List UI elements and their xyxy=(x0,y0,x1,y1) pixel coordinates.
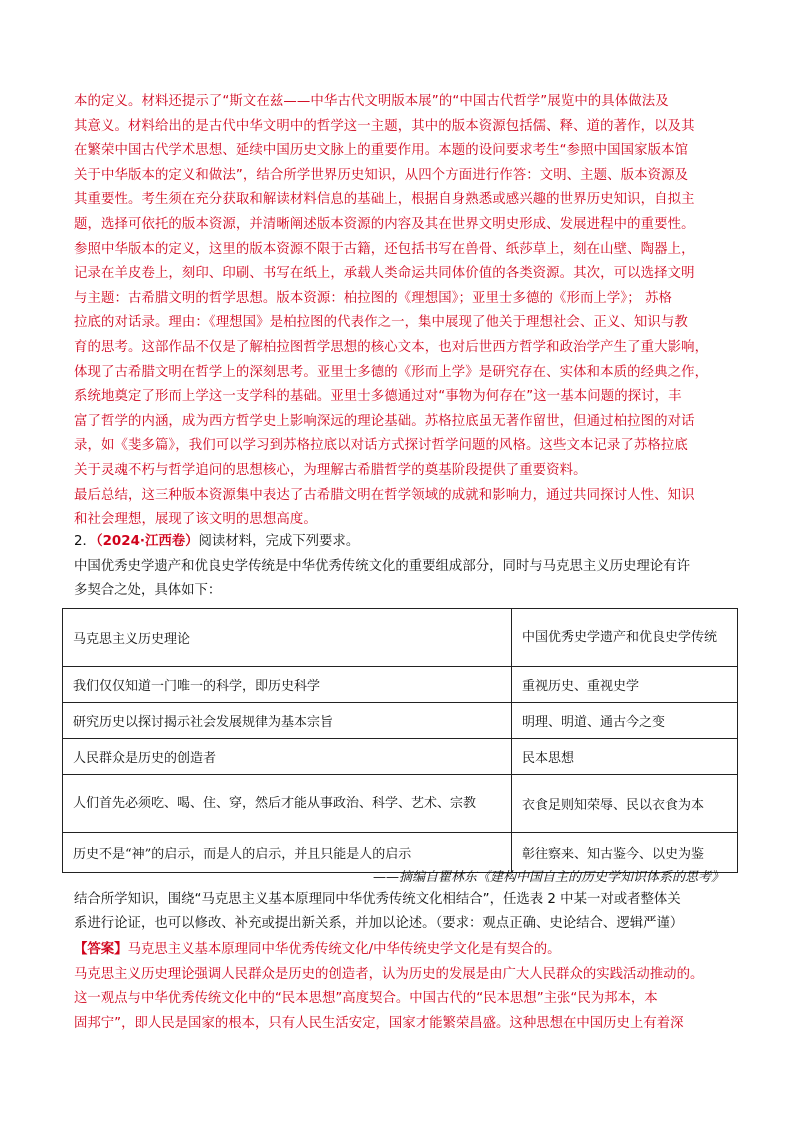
task-line: 结合所学知识，围绕“马克思主义基本原理同中华优秀传统文化相结合”，任选表 2 中某一对或者整体关 xyxy=(74,892,681,907)
table-cell: 民本思想 xyxy=(512,739,738,775)
question-intro xyxy=(74,555,736,603)
table-cell: 人们首先必须吃、喝、住、穿，然后才能从事政治、科学、艺术、宗教 xyxy=(63,775,512,833)
analysis-line: 关于中华版本的定义和做法”，结合所学世界历史知识，从四个方面进行作答：文明、主题、版本资源及 xyxy=(74,167,689,183)
table-cell: 历史不是“神”的启示，而是人的启示，并且只能是人的启示 xyxy=(63,833,512,873)
table-citation: ——摘编自瞿林东《建构中国自主的历史学知识体系的思考》 xyxy=(372,870,724,885)
analysis-line: 关于灵魂不朽与哲学追问的思想核心，为理解古希腊哲学的奠基阶段提供了重要资料。 xyxy=(74,462,587,478)
question-heading xyxy=(74,532,359,552)
question-number: 2． xyxy=(74,534,96,549)
table-cell: 重视历史、重视史学 xyxy=(512,667,738,703)
header-cell: 中国优秀史学遗产和优良史学传统 xyxy=(512,609,738,667)
analysis-line: 录，如《斐多篇》，我们可以学习到苏格拉底以对话方式探讨哲学问题的风格。这些文本记录了苏格拉底 xyxy=(74,438,688,454)
table-cell: 衣食足则知荣辱、民以衣食为本 xyxy=(512,775,738,833)
analysis-line: 系统地奠定了形而上学这一支学科的基础。亚里士多德通过对“事物为何存在”这一基本问题的探讨，丰 xyxy=(74,389,682,405)
question-source: （2024·江西卷） xyxy=(95,534,199,549)
answer-thesis: 马克思主义基本原理同中华优秀传统文化/中华传统史学文化是有契合的。 xyxy=(127,942,561,957)
table-cell: 研究历史以探讨揭示社会发展规律为基本宗旨 xyxy=(63,703,512,739)
analysis-line: 和社会理想，展现了该文明的思想高度。 xyxy=(74,512,317,528)
analysis-line: 最后总结，这三种版本资源集中表达了古希腊文明在哲学领域的成就和影响力，通过共同探讨人性、知识 xyxy=(74,487,695,503)
analysis-line: 在繁荣中国古代学术思想、延续中国历史文脉上的重要作用。本题的设问要求考生“参照中国国家版本馆 xyxy=(74,143,689,159)
analysis-line: 参照中华版本的定义，这里的版本资源不限于古籍，还包括书写在兽骨、纸莎草上，刻在山壁、陶器上， xyxy=(74,241,695,257)
table-cell: 人民群众是历史的创造者 xyxy=(63,739,512,775)
analysis-line: 其重要性。考生须在充分获取和解读材料信息的基础上，根据自身熟悉或感兴趣的世界历史知识，自拟主 xyxy=(74,192,695,208)
comparison-table xyxy=(62,608,738,873)
analysis-line: 育的思考。这部作品不仅是了解柏拉图哲学思想的核心文本，也对后世西方哲学和政治学产生了重大影响， xyxy=(74,339,709,355)
task-text xyxy=(74,888,736,936)
task-line: 系进行论证，也可以修改、补充或提出新关系，并加以论述。（要求：观点正确、史论结合、逻辑严谨） xyxy=(74,916,684,931)
table-cell: 彰往察来、知古鉴今、以史为鉴 xyxy=(512,833,738,873)
analysis-line: 体现了古希腊文明在哲学上的深刻思考。亚里士多德的《形而上学》是研究存在、实体和本质的经典之作， xyxy=(74,364,709,380)
answer-block xyxy=(74,938,738,1036)
table-row xyxy=(63,703,738,739)
analysis-line: 本的定义。材料还提示了“斯文在兹——中华古代文明版本展”的“中国古代哲学”展览中的具体做法及 xyxy=(74,94,669,109)
analysis-line: 与主题：古希腊文明的哲学思想。版本资源：柏拉图的《理想国》；亚里士多德的《形而上学》； 苏格 xyxy=(74,290,673,306)
answer-line: 马克思主义历史理论强调人民群众是历史的创造者，认为历史的发展是由广大人民群众的实践活动推动的。 xyxy=(74,966,704,982)
table-row xyxy=(63,667,738,703)
answer-line: 这一观点与中华优秀传统文化中的“民本思想”高度契合。中国古代的“民本思想”主张“民为邦本，本 xyxy=(74,991,658,1007)
answer-thesis-line xyxy=(74,938,738,963)
intro-line: 中国优秀史学遗产和优良史学传统是中华优秀传统文化的重要组成部分，同时与马克思主义历史理论有许 xyxy=(74,559,690,574)
answer-line: 固邦宁”，即人民是国家的根本，只有人民生活安定，国家才能繁荣昌盛。这种思想在中国历史上有着深 xyxy=(74,1015,684,1031)
table-cell: 明理、明道、通古今之变 xyxy=(512,703,738,739)
analysis-line: 富了哲学的内涵，成为西方哲学史上影响深远的理论基础。苏格拉底虽无著作留世，但通过柏拉图的对话 xyxy=(74,413,695,429)
table-cell: 我们仅仅知道一门唯一的科学，即历史科学 xyxy=(63,667,512,703)
table-row xyxy=(63,739,738,775)
answer-tag: 【答案】 xyxy=(74,942,128,957)
intro-line: 多契合之处，具体如下： xyxy=(74,583,222,598)
analysis-line: 其意义。材料给出的是古代中华文明中的哲学这一主题，其中的版本资源包括儒、释、道的著作，以及其 xyxy=(74,118,695,134)
analysis-line: 题，选择可依托的版本资源，并清晰阐述版本资源的内容及其在世界文明史形成、发展进程中的重要性。 xyxy=(74,216,695,232)
analysis-line: 拉底的对话录。理由：《理想国》是柏拉图的代表作之一，集中展现了他关于理想社会、正义、知识与教 xyxy=(74,315,688,331)
question-prompt: 阅读材料，完成下列要求。 xyxy=(198,534,360,549)
table-header-row xyxy=(63,609,738,667)
analysis-line: 记录在羊皮卷上，刻印、印刷、书写在纸上，承载人类命运共同体价值的各类资源。其次，可以选择文明 xyxy=(74,266,695,282)
analysis-text xyxy=(74,90,734,533)
header-cell: 马克思主义历史理论 xyxy=(63,609,512,667)
table-row xyxy=(63,775,738,833)
